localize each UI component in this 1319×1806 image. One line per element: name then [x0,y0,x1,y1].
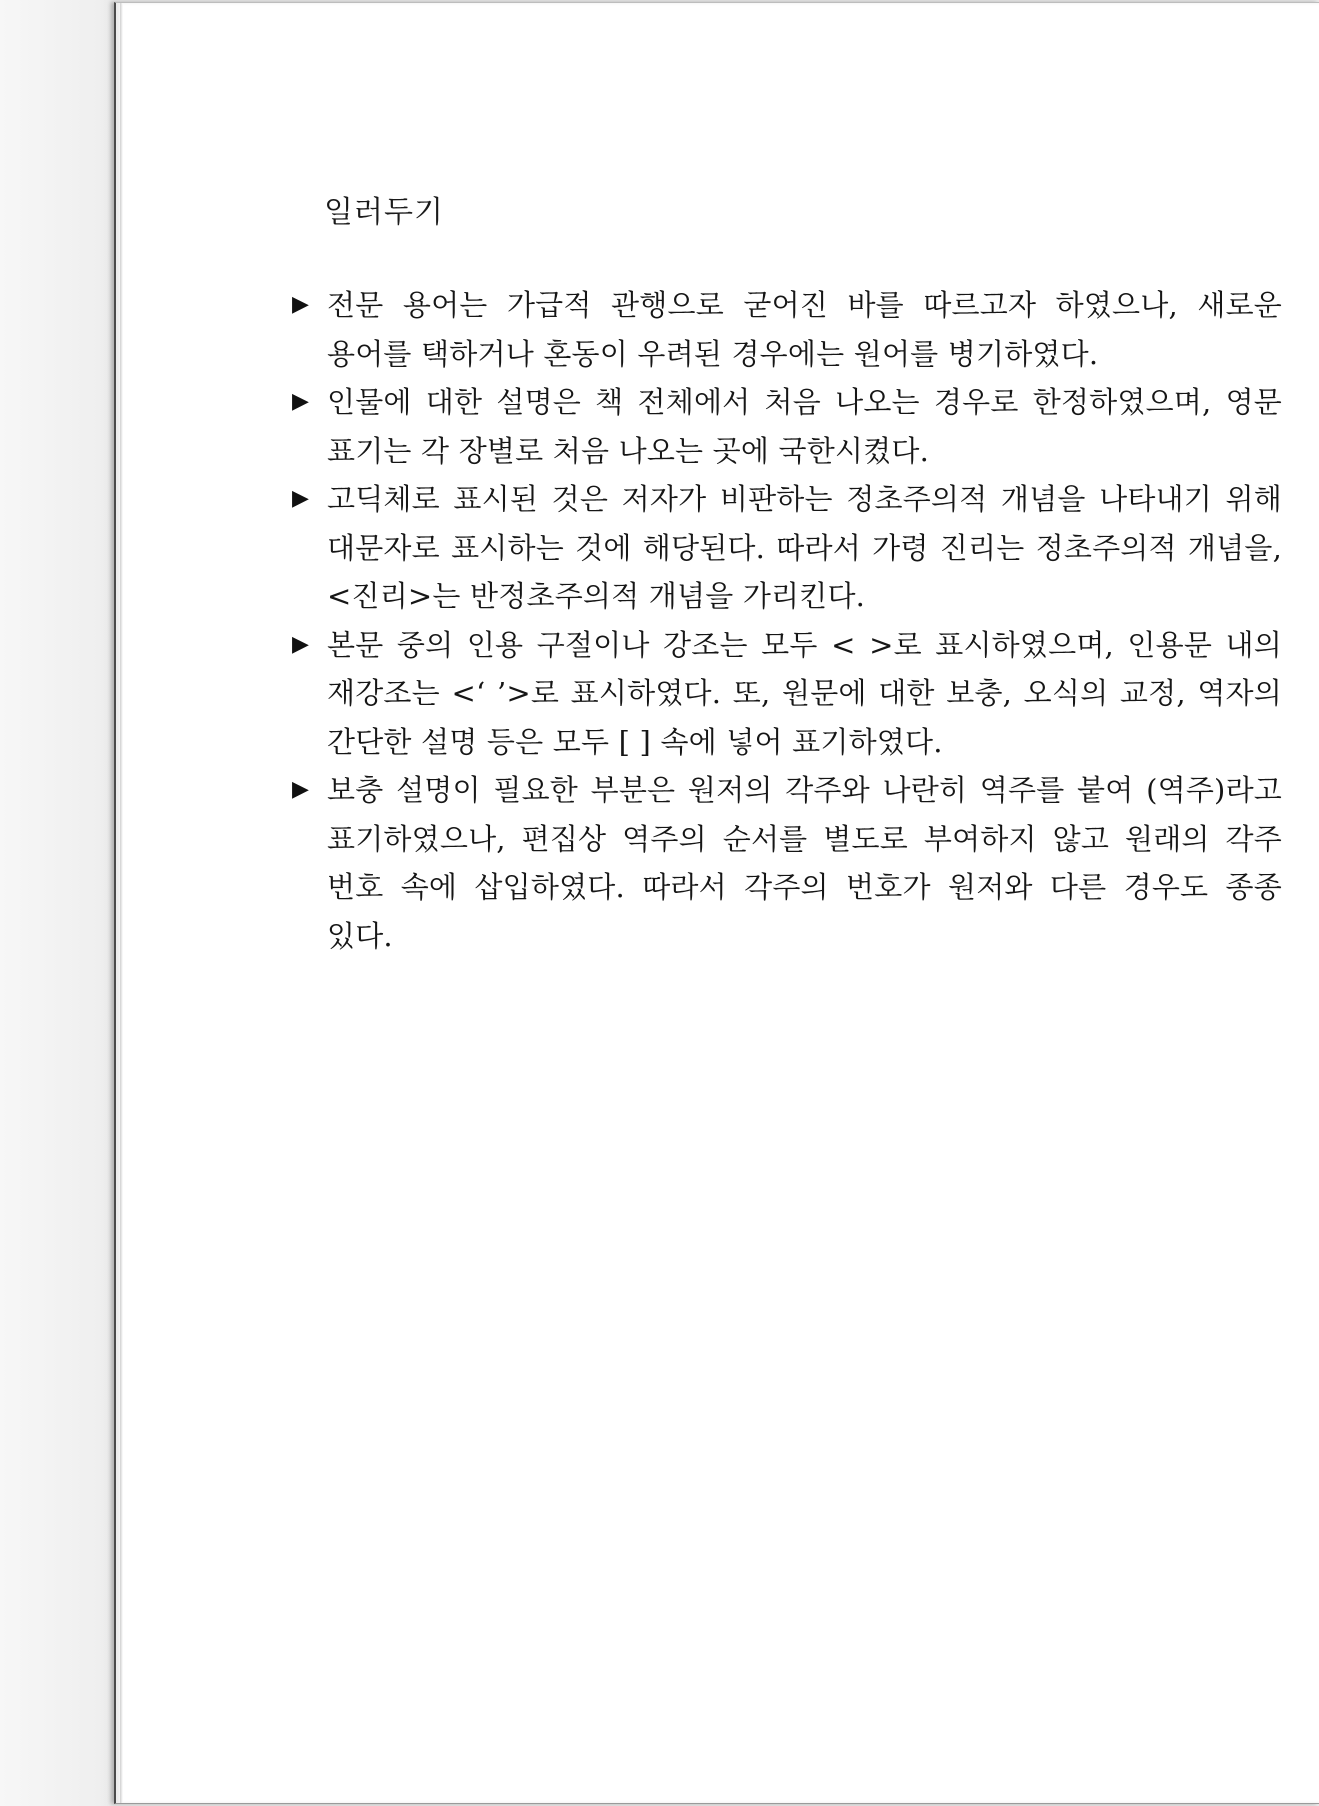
list-item [292,766,1282,960]
page-heading: 일러두기 [324,196,444,229]
triangle-bullet-icon: ▶ [292,486,309,511]
note-text: 본문 중의 인용 구절이나 강조는 모두 < >로 표시하였으며, 인용문 내의 재강조는 <‘ ’>로 표시하였다. 또, 원문에 대한 보충, 오식의 교정, 역자의 간단한 설명 등은 모두 [ ] 속에 넣어 표기하였다. [327,627,1282,759]
note-text: 보충 설명이 필요한 부분은 원저의 각주와 나란히 역주를 붙여 (역주)라고 표기하였으나, 편집상 역주의 순서를 별도로 부여하지 않고 원래의 각주 번호 속에 삽입하였다. 따라서 각주의 번호가 원저와 다른 경우도 종종 있다. [327,773,1282,953]
list-item [292,378,1282,475]
triangle-bullet-icon: ▶ [292,389,309,414]
note-text: 고딕체로 표시된 것은 저자가 비판하는 정초주의적 개념을 나타내기 위해 대문자로 표시하는 것에 해당된다. 따라서 가령 진리는 정초주의적 개념을, <진리>는 반정초주의적 개념을 가리킨다. [327,482,1282,613]
triangle-bullet-icon: ▶ [292,631,309,657]
list-item [292,621,1282,767]
list-item [292,475,1282,621]
book-page [114,2,1319,1804]
note-text: 인물에 대한 설명은 책 전체에서 처음 나오는 경우로 한정하였으며, 영문 표기는 각 장별로 처음 나오는 곳에 국한시켰다. [327,385,1282,468]
notes-list [292,281,1282,960]
note-text: 전문 용어는 가급적 관행으로 굳어진 바를 따르고자 하였으나, 새로운 용어를 택하거나 혼동이 우려된 경우에는 원어를 병기하였다. [327,288,1282,371]
triangle-bullet-icon: ▶ [292,777,309,802]
triangle-bullet-icon: ▶ [292,292,309,317]
list-item [292,281,1282,378]
